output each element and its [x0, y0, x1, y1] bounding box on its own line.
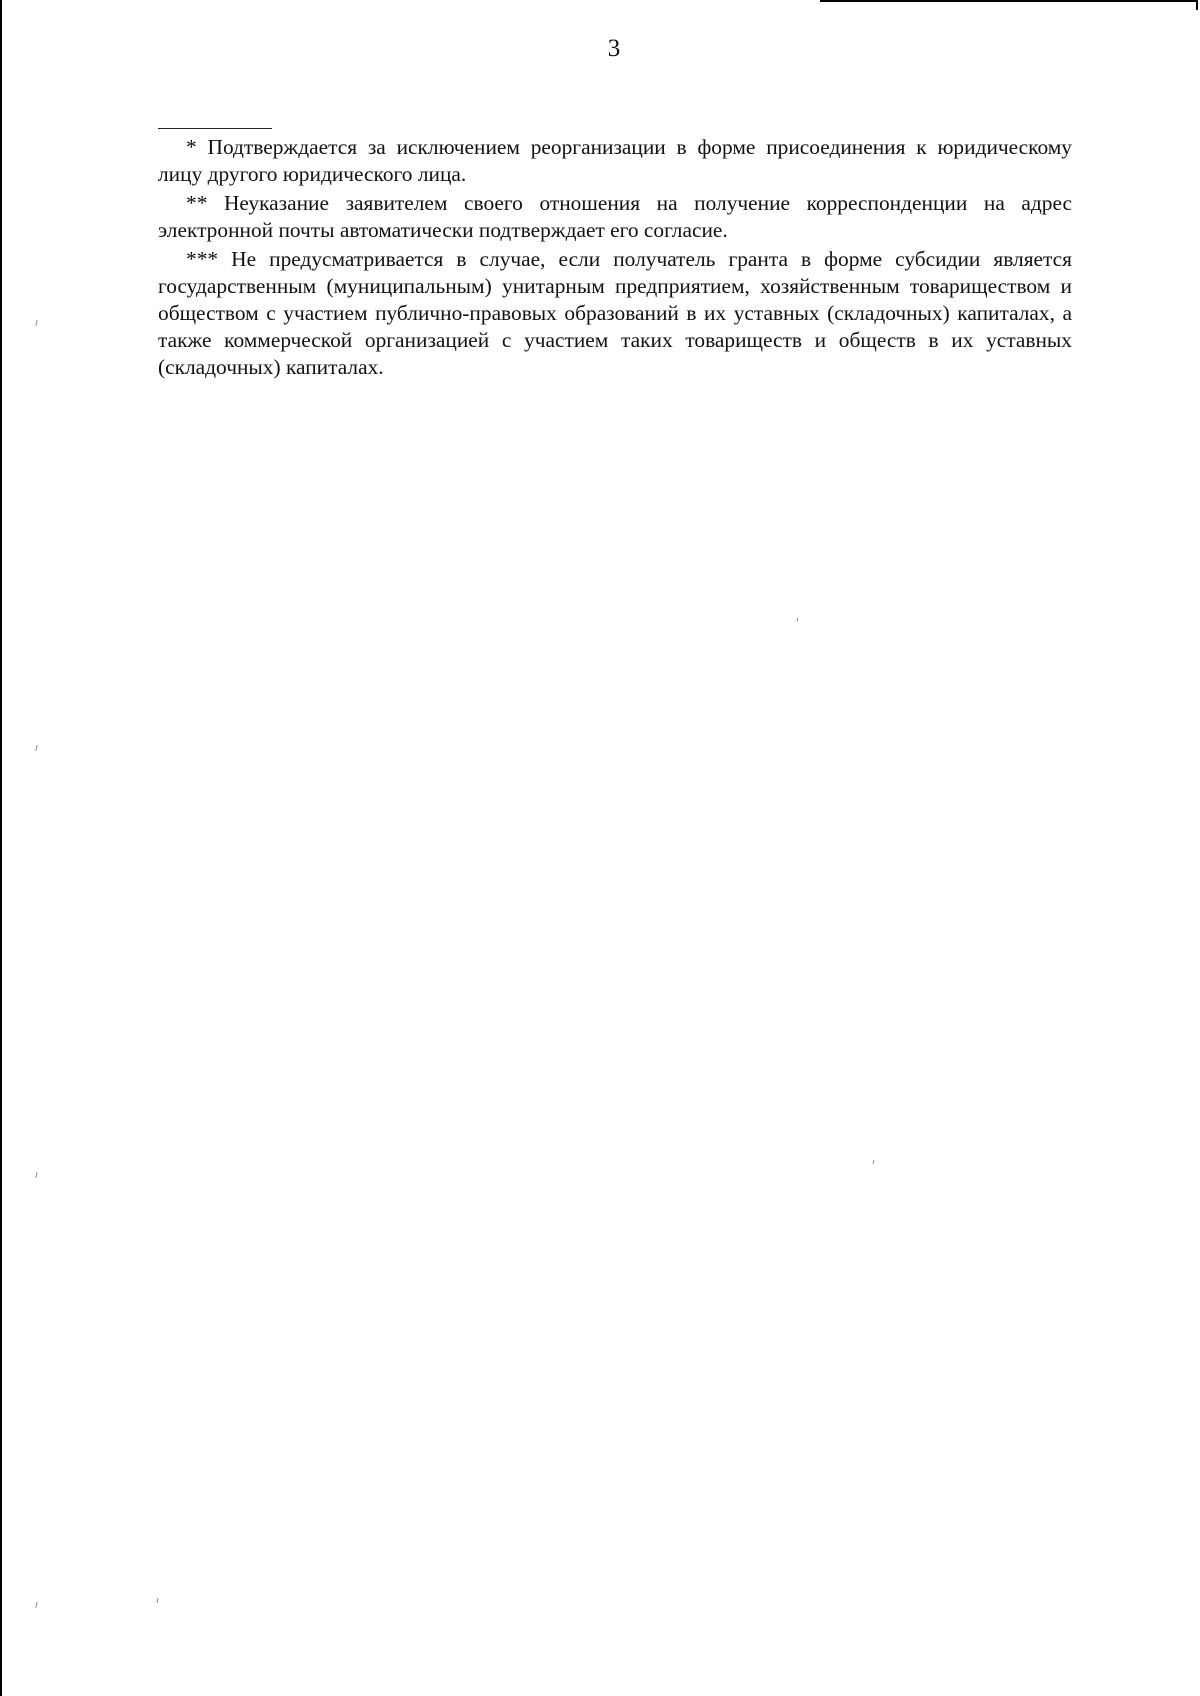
footnote-2	[158, 190, 1072, 244]
scan-edge-left	[0, 0, 2, 1696]
page-number: 3	[607, 35, 621, 62]
scan-speck	[35, 1172, 37, 1178]
footnote-text: Не предусматривается в случае, если получатель гранта в форме субсидии является государственным (муниципальным) унитарным предприятием, хозяйственным товариществом и обществом с участием публично-правовых образований в их уставных (складочных) капиталах, а также коммерческой организацией с участием таких товариществ и обществ в их уставных (складочных) капиталах.	[158, 247, 1072, 379]
scan-speck	[873, 1160, 875, 1164]
scan-speck	[35, 320, 37, 326]
scan-speck	[797, 618, 799, 621]
scan-speck	[156, 1598, 158, 1603]
footnote-text: Подтверждается за исключением реорганизации в форме присоединения к юридическому лицу другого юридического лица.	[158, 135, 1072, 186]
footnote-mark: ***	[186, 247, 219, 271]
scan-speck	[35, 1602, 37, 1608]
scan-edge-top	[820, 0, 1196, 2]
footnote-3	[158, 246, 1072, 381]
footnote-mark: **	[186, 191, 208, 215]
scan-speck	[35, 745, 37, 751]
footnote-separator	[158, 128, 272, 129]
footnote-1	[158, 134, 1072, 188]
footnotes	[158, 134, 1072, 381]
footnote-mark: *	[186, 135, 197, 159]
footnote-text: Неуказание заявителем своего отношения на получение корреспонденции на адрес электронной почты автоматически подтверждает его согласие.	[158, 191, 1072, 242]
scan-edge-corner	[1196, 0, 1198, 10]
